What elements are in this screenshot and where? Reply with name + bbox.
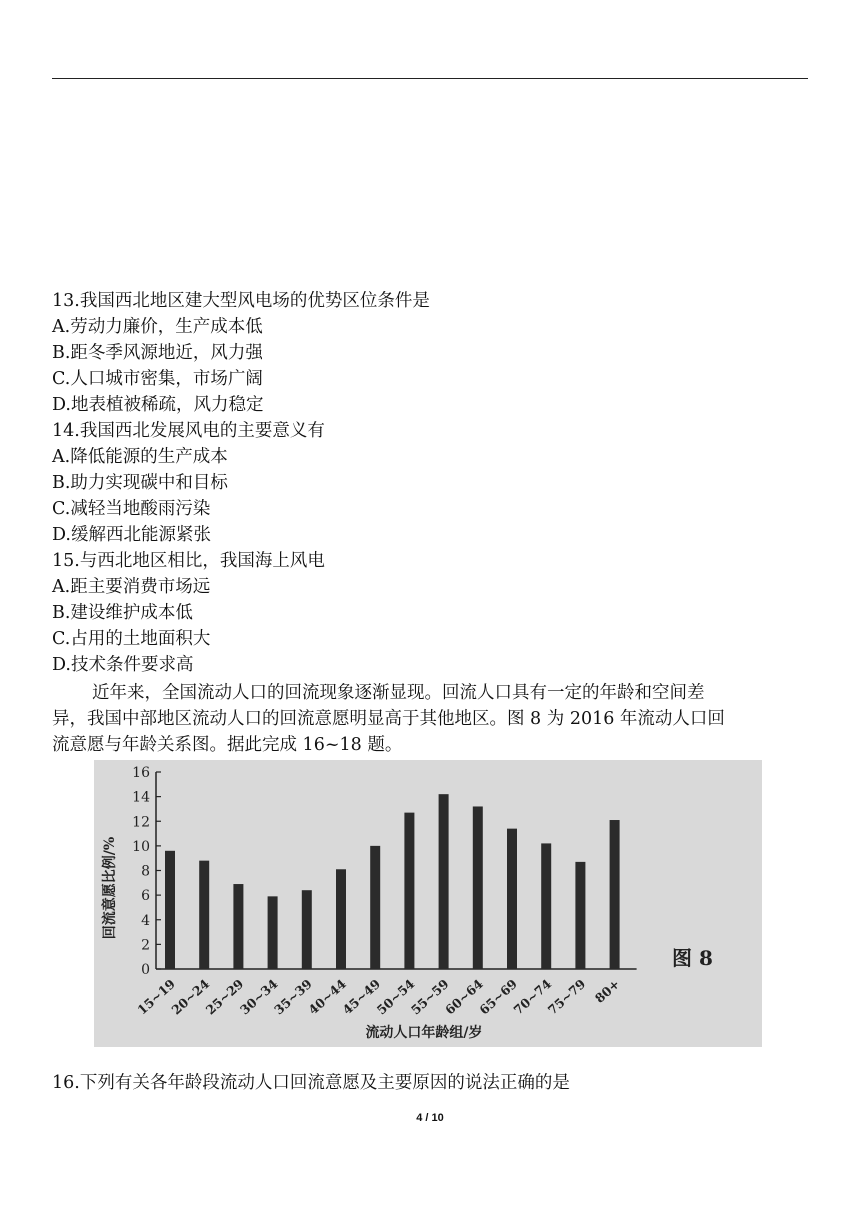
bar bbox=[439, 794, 449, 969]
x-tick-label: 30~34 bbox=[236, 976, 281, 1018]
x-tick-label: 20~24 bbox=[168, 976, 213, 1018]
q14-option-a: A.降低能源的生产成本 bbox=[52, 447, 228, 467]
passage-paragraph bbox=[52, 680, 810, 758]
bar bbox=[199, 861, 209, 969]
x-axis-label: 流动人口年龄组/岁 bbox=[365, 1025, 483, 1041]
y-tick-label: 16 bbox=[132, 765, 150, 781]
q14-option-c: C.减轻当地酸雨污染 bbox=[52, 499, 211, 519]
page-number: 4 / 10 bbox=[416, 1112, 444, 1124]
chart-axes bbox=[156, 772, 637, 969]
question-16-stem: 16.下列有关各年龄段流动人口回流意愿及主要原因的说法正确的是 bbox=[52, 1073, 570, 1093]
question-13-stem: 13.我国西北地区建大型风电场的优势区位条件是 bbox=[52, 291, 430, 311]
chart-bars bbox=[165, 794, 620, 969]
y-tick-label: 6 bbox=[141, 888, 150, 905]
x-tick-label: 40~44 bbox=[305, 976, 350, 1018]
bar bbox=[575, 862, 585, 969]
q14-option-b: B.助力实现碳中和目标 bbox=[52, 473, 228, 493]
bar bbox=[404, 813, 414, 969]
figure-8-chart bbox=[94, 760, 762, 1047]
bar-chart-svg bbox=[94, 760, 762, 1047]
y-tick-label: 14 bbox=[132, 789, 150, 806]
x-tick-label: 60~64 bbox=[442, 976, 486, 1018]
x-tick-label: 25~29 bbox=[202, 976, 247, 1018]
q15-option-c: C.占用的土地面积大 bbox=[52, 629, 211, 649]
passage-line-3: 流意愿与年龄关系图。据此完成 16~18 题。 bbox=[52, 735, 403, 755]
passage-line-2: 异，我国中部地区流动人口的回流意愿明显高于其他地区。图 8 为 2016 年流动人口回 bbox=[52, 709, 725, 729]
x-tick-label: 50~54 bbox=[373, 976, 418, 1018]
y-tick-label: 12 bbox=[132, 814, 150, 831]
figure-label: 图 8 bbox=[672, 946, 713, 970]
bar bbox=[370, 846, 380, 969]
bar bbox=[473, 806, 483, 969]
bar bbox=[507, 829, 517, 969]
bar bbox=[541, 843, 551, 969]
q15-option-b: B.建设维护成本低 bbox=[52, 603, 193, 623]
y-tick-label: 10 bbox=[132, 838, 150, 855]
question-14-stem: 14.我国西北发展风电的主要意义有 bbox=[52, 421, 325, 441]
y-tick-label: 0 bbox=[141, 962, 150, 978]
bar bbox=[302, 890, 312, 969]
y-tick-label: 8 bbox=[141, 863, 150, 880]
x-tick-label: 65~69 bbox=[476, 976, 521, 1018]
q15-option-d: D.技术条件要求高 bbox=[52, 655, 194, 675]
y-tick-label: 4 bbox=[141, 912, 150, 929]
bar bbox=[165, 851, 175, 969]
question-15-stem: 15.与西北地区相比，我国海上风电 bbox=[52, 551, 325, 571]
x-tick-label: 70~74 bbox=[510, 976, 555, 1018]
q13-option-d: D.地表植被稀疏，风力稳定 bbox=[52, 395, 264, 415]
q13-option-c: C.人口城市密集，市场广阔 bbox=[52, 369, 263, 389]
bar bbox=[233, 884, 243, 969]
x-tick-label: 80+ bbox=[591, 976, 623, 1006]
bar bbox=[336, 869, 346, 969]
x-tick-label: 75~79 bbox=[544, 976, 589, 1018]
chart-x-tick-labels bbox=[134, 976, 622, 1018]
x-tick-label: 15~19 bbox=[134, 976, 179, 1018]
x-tick-label: 55~59 bbox=[407, 976, 452, 1018]
bar bbox=[268, 896, 278, 969]
y-axis-label: 回流意愿比例/% bbox=[102, 836, 118, 940]
q13-option-b: B.距冬季风源地近，风力强 bbox=[52, 343, 263, 363]
y-tick-label: 2 bbox=[141, 937, 150, 954]
bar bbox=[610, 820, 620, 969]
x-tick-label: 45~49 bbox=[339, 976, 384, 1018]
q14-option-d: D.缓解西北能源紧张 bbox=[52, 525, 211, 545]
q13-option-a: A.劳动力廉价，生产成本低 bbox=[52, 317, 263, 337]
q15-option-a: A.距主要消费市场远 bbox=[52, 577, 211, 597]
header-rule bbox=[52, 78, 808, 79]
x-tick-label: 35~39 bbox=[271, 976, 315, 1018]
passage-line-1: 近年来，全国流动人口的回流现象逐渐显现。回流人口具有一定的年龄和空间差 bbox=[92, 683, 705, 703]
